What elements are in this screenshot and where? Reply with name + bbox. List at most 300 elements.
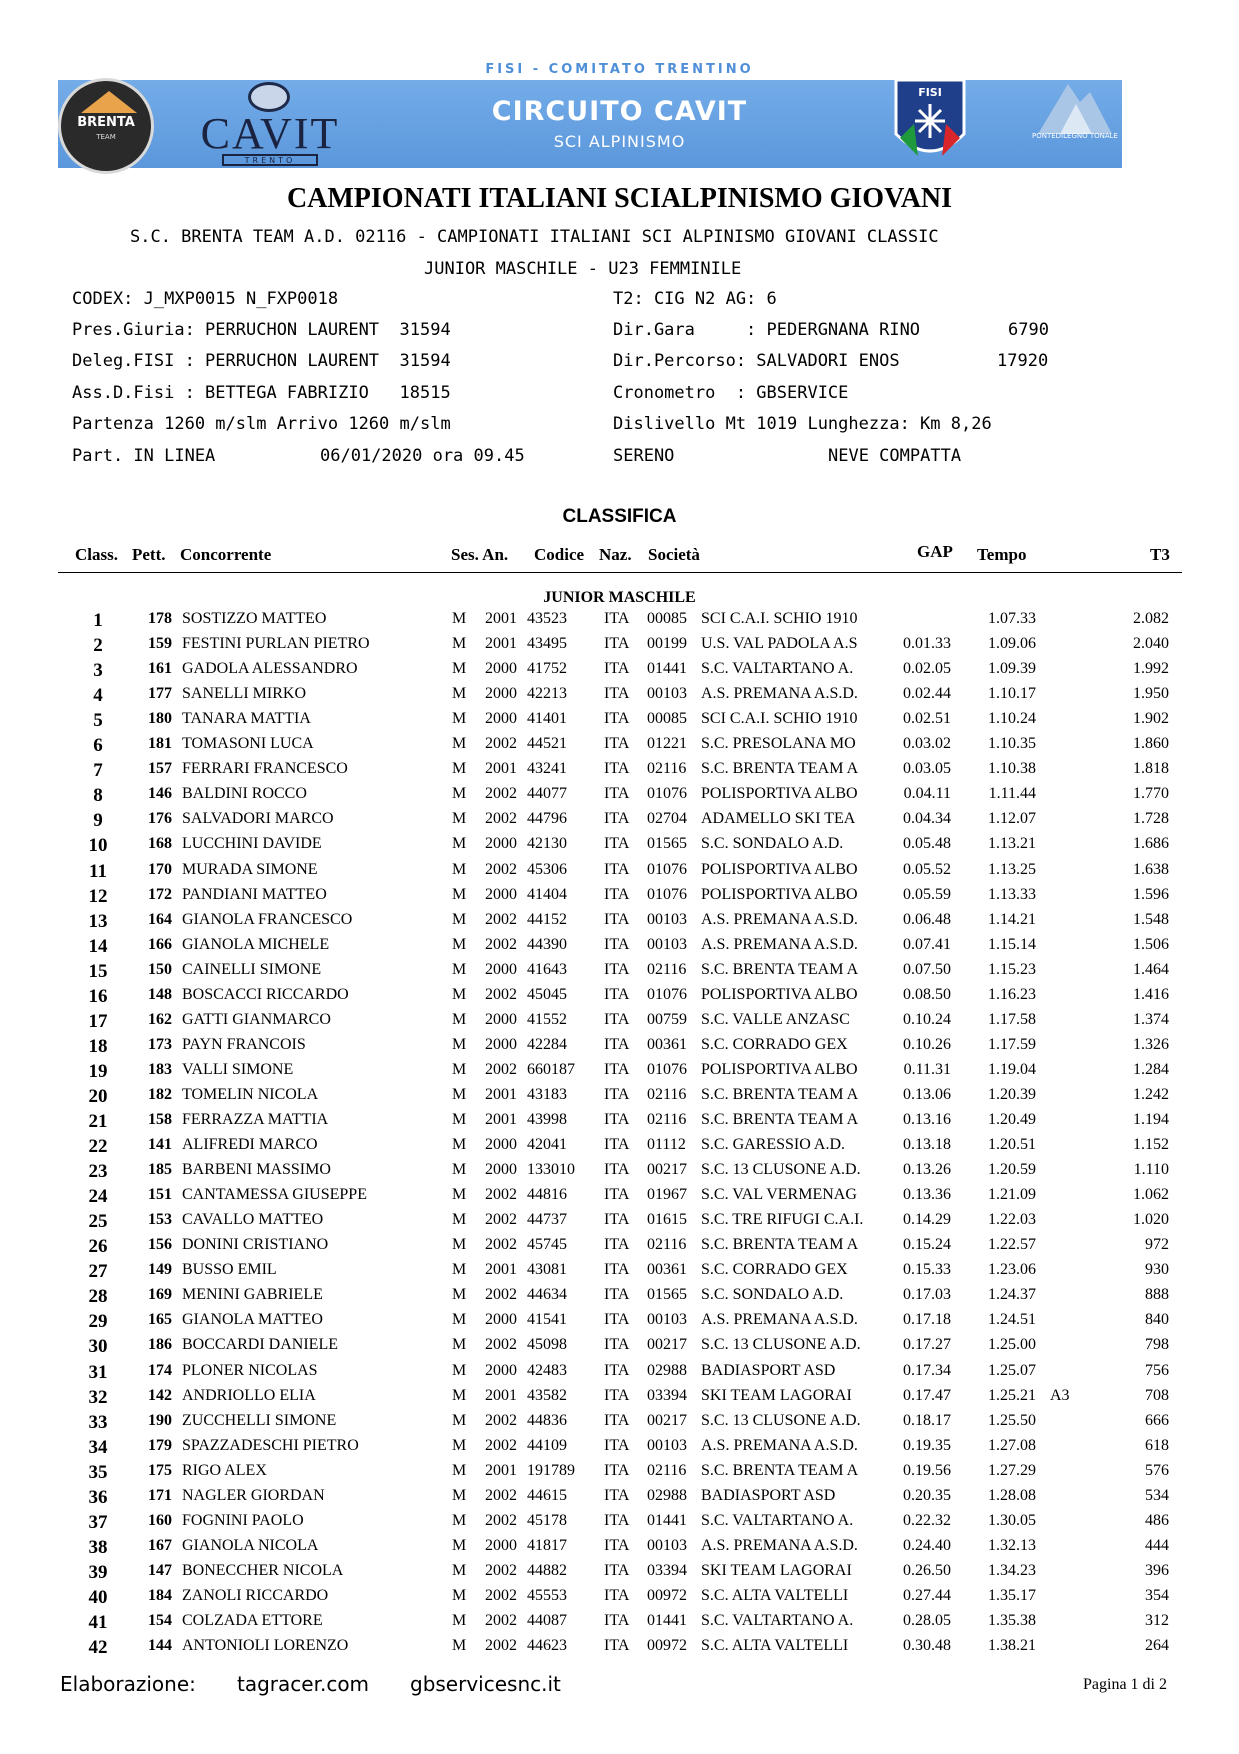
table-row [0,1010,1239,1035]
bib: 146 [148,785,172,803]
nationality: ITA [604,1361,630,1379]
birth-year: 2002 [485,810,517,828]
header-divider [58,572,1182,573]
weather-info: SERENO [613,446,675,466]
table-row [0,834,1239,859]
nationality: ITA [604,1111,630,1128]
sex: M [452,1361,467,1379]
bib: 141 [148,1136,172,1154]
sex: M [452,835,467,853]
club-name: S.C. SONDALO A.D. [701,1286,844,1304]
t3-points: 756 [1145,1361,1169,1379]
t3-points: 1.464 [1133,960,1169,978]
deleg-fisi-info: Deleg.FISI : PERRUCHON LAURENT 31594 [72,351,451,371]
time: 1.19.04 [988,1060,1036,1078]
gap: 0.02.05 [903,660,951,678]
rank: 9 [93,810,103,832]
gap: 0.26.50 [903,1561,951,1579]
rank: 14 [88,935,108,957]
t3-points: 1.284 [1133,1060,1169,1078]
footer-site-gbservice: gbservicesnc.it [410,1672,561,1696]
athlete-name: ANDRIOLLO ELIA [182,1386,316,1404]
bib: 182 [148,1085,172,1103]
club-name: S.C. SONDALO A.D. [701,835,844,853]
rank: 11 [89,860,107,882]
athlete-code: 41401 [527,710,567,728]
time: 1.24.37 [988,1286,1036,1304]
club-code: 01112 [647,1136,686,1154]
athlete-name: RIGO ALEX [182,1461,267,1479]
birth-year: 2002 [485,1486,517,1504]
club-code: 01076 [647,885,687,903]
club-code: 01441 [647,1612,687,1629]
mountain-peaks-icon [1020,74,1130,172]
athlete-code: 42284 [527,1035,567,1053]
table-row [0,709,1239,734]
table-row [0,1260,1239,1285]
table-row [0,684,1239,709]
rank: 21 [88,1111,108,1132]
header-gap: GAP [917,542,953,561]
table-row [0,1285,1239,1310]
bib: 147 [148,1561,172,1579]
gap: 0.17.03 [903,1286,951,1304]
sex: M [452,1561,467,1579]
pres-giuria-info: Pres.Giuria: PERRUCHON LAURENT 31594 [72,320,451,340]
t3-points: 1.596 [1133,885,1169,903]
tonale-logo-text: PONTEDILEGNO TONALE [1032,132,1118,140]
footer-label: Elaborazione: [60,1672,196,1696]
athlete-code: 41817 [527,1536,567,1554]
athlete-code: 41643 [527,960,567,978]
athlete-code: 45553 [527,1586,567,1604]
codex-info: CODEX: J_MXP0015 N_FXP0018 [72,289,339,309]
rank: 2 [93,635,103,657]
sex: M [452,710,467,728]
bib: 183 [148,1060,172,1078]
athlete-code: 42213 [527,685,567,703]
time: 1.22.03 [988,1211,1036,1229]
table-row [0,860,1239,885]
club-name: A.S. PREMANA A.S.D. [701,685,858,703]
time: 1.27.29 [988,1461,1036,1479]
time: 1.34.23 [988,1561,1036,1579]
sex: M [452,1461,467,1479]
t3-points: 618 [1145,1436,1169,1454]
time: 1.10.35 [988,735,1036,753]
club-name: S.C. BRENTA TEAM A [701,760,859,778]
sex: M [452,1060,467,1078]
gap: 0.10.26 [903,1035,951,1053]
time: 1.09.06 [988,635,1036,653]
header-club: Società [648,545,700,564]
nationality: ITA [604,1286,630,1304]
athlete-name: FESTINI PURLAN PIETRO [182,635,370,653]
t3-points: 930 [1145,1261,1169,1279]
ass-fisi-info: Ass.D.Fisi : BETTEGA FABRIZIO 18515 [72,383,451,403]
sex: M [452,1311,467,1329]
dir-percorso-info: Dir.Percorso: SALVADORI ENOS [613,351,900,371]
club-name: S.C. BRENTA TEAM A [701,960,859,978]
club-code: 00103 [647,1536,687,1554]
brenta-logo-text: BRENTA [77,115,135,130]
t3-points: 396 [1145,1561,1169,1579]
birth-year: 2002 [485,1060,517,1078]
bib: 154 [148,1612,172,1629]
rank: 23 [88,1161,108,1183]
club-name: POLISPORTIVA ALBO [701,885,858,903]
time: 1.25.00 [988,1336,1036,1354]
athlete-code: 42483 [527,1361,567,1379]
time: 1.17.58 [988,1010,1036,1028]
athlete-code: 44390 [527,935,567,953]
bib: 174 [148,1361,172,1379]
athlete-name: MENINI GABRIELE [182,1286,323,1304]
table-row [0,1235,1239,1260]
sex: M [452,1612,467,1629]
birth-year: 2000 [485,685,517,703]
t3-points: 534 [1145,1486,1169,1504]
rank: 34 [88,1436,108,1458]
athlete-code: 41541 [527,1311,567,1329]
birth-year: 2001 [485,635,517,653]
athlete-name: ZUCCHELLI SIMONE [182,1411,337,1429]
athlete-code: 44816 [527,1186,567,1204]
gap: 0.19.56 [903,1461,951,1479]
rank: 15 [88,960,108,982]
athlete-code: 660187 [527,1060,575,1078]
time: 1.22.57 [988,1236,1036,1254]
bib: 156 [148,1236,172,1254]
note: A3 [1050,1386,1070,1404]
nationality: ITA [604,985,630,1003]
club-code: 01967 [647,1186,687,1204]
club-name: S.C. 13 CLUSONE A.D. [701,1411,861,1429]
fisi-logo [890,76,970,164]
bib: 168 [148,835,172,853]
athlete-code: 43183 [527,1085,567,1103]
gap: 0.05.59 [903,885,951,903]
gap: 0.13.36 [903,1186,951,1204]
bib: 157 [148,760,172,778]
birth-year: 2000 [485,1311,517,1329]
athlete-name: GIANOLA FRANCESCO [182,910,353,928]
club-code: 00103 [647,935,687,953]
club-code: 01076 [647,1060,687,1078]
birth-year: 2002 [485,1586,517,1604]
birth-year: 2002 [485,1612,517,1629]
nationality: ITA [604,785,630,803]
athlete-name: SANELLI MIRKO [182,685,306,703]
t3-points: 1.548 [1133,910,1169,928]
start-type-info: Part. IN LINEA [72,446,216,466]
table-row [0,1085,1239,1110]
sex: M [452,860,467,878]
table-row [0,734,1239,759]
gap: 0.13.06 [903,1085,951,1103]
t3-points: 1.770 [1133,785,1169,803]
rank: 5 [93,710,103,732]
table-row [0,1135,1239,1160]
nationality: ITA [604,610,630,627]
time: 1.28.08 [988,1486,1036,1504]
club-name: S.C. BRENTA TEAM A [701,1236,859,1254]
time: 1.27.08 [988,1436,1036,1454]
t3-points: 1.686 [1133,835,1169,853]
rank: 1 [93,610,103,631]
rank: 7 [93,760,103,782]
birth-year: 2002 [485,860,517,878]
table-row [0,784,1239,809]
birth-year: 2002 [485,1637,517,1655]
birth-year: 2002 [485,1236,517,1254]
birth-year: 2002 [485,985,517,1003]
club-code: 00103 [647,685,687,703]
rank: 29 [88,1311,108,1333]
athlete-code: 41552 [527,1010,567,1028]
athlete-code: 44737 [527,1211,567,1229]
t3-points: 486 [1145,1511,1169,1529]
birth-year: 2002 [485,910,517,928]
sex: M [452,1486,467,1504]
birth-year: 2000 [485,660,517,678]
table-row [0,1561,1239,1586]
athlete-name: CANTAMESSA GIUSEPPE [182,1186,367,1204]
club-name: S.C. ALTA VALTELLI [701,1586,849,1604]
time: 1.35.38 [988,1612,1036,1629]
bib: 158 [148,1111,172,1128]
t3-points: 1.860 [1133,735,1169,753]
birth-year: 2002 [485,1411,517,1429]
sex: M [452,1411,467,1429]
athlete-code: 44521 [527,735,567,753]
banner-subtitle: SCI ALPINISMO [553,132,686,151]
table-row [0,960,1239,985]
birth-year: 2000 [485,1010,517,1028]
athlete-name: FERRARI FRANCESCO [182,760,348,778]
rank: 31 [88,1361,108,1383]
sex: M [452,1286,467,1304]
sex: M [452,1637,467,1655]
nationality: ITA [604,1060,630,1078]
birth-year: 2002 [485,1336,517,1354]
bib: 175 [148,1461,172,1479]
t3-points: 1.110 [1133,1161,1169,1179]
sex: M [452,1386,467,1404]
rank: 8 [93,785,103,807]
time: 1.12.07 [988,810,1036,828]
rank: 20 [88,1085,108,1107]
table-row [0,885,1239,910]
sex: M [452,935,467,953]
club-name: S.C. 13 CLUSONE A.D. [701,1161,861,1179]
bib: 150 [148,960,172,978]
athlete-name: LUCCHINI DAVIDE [182,835,322,853]
gap: 0.07.50 [903,960,951,978]
rank: 24 [88,1186,108,1208]
rank: 12 [88,885,108,907]
header-bib: Pett. [132,545,166,564]
nationality: ITA [604,1411,630,1429]
bib: 144 [148,1637,172,1655]
club-name: S.C. GARESSIO A.D. [701,1136,846,1154]
athlete-code: 44796 [527,810,567,828]
gap: 0.10.24 [903,1010,951,1028]
bib: 142 [148,1386,172,1404]
birth-year: 2001 [485,760,517,778]
banner-top-text: FISI - COMITATO TRENTINO [485,62,754,77]
club-name: S.C. BRENTA TEAM A [701,1085,859,1103]
club-name: S.C. CORRADO GEX [701,1035,848,1053]
time: 1.09.39 [988,660,1036,678]
club-code: 00361 [647,1035,687,1053]
bib: 165 [148,1311,172,1329]
t3-points: 1.416 [1133,985,1169,1003]
partenza-info: Partenza 1260 m/slm Arrivo 1260 m/slm [72,414,451,434]
nationality: ITA [604,760,630,778]
club-name: S.C. CORRADO GEX [701,1261,848,1279]
sex: M [452,1536,467,1554]
athlete-name: BUSSO EMIL [182,1261,277,1279]
athlete-code: 43582 [527,1386,567,1404]
table-row [0,1511,1239,1536]
nationality: ITA [604,1436,630,1454]
gap: 0.19.35 [903,1436,951,1454]
birth-year: 2002 [485,785,517,803]
time: 1.23.06 [988,1261,1036,1279]
gap: 0.05.48 [903,835,951,853]
bib: 184 [148,1586,172,1604]
nationality: ITA [604,960,630,978]
gap: 0.22.32 [903,1511,951,1529]
dislivello-info: Dislivello Mt 1019 Lunghezza: Km 8,26 [613,414,992,434]
t3-points: 1.950 [1133,685,1169,703]
time: 1.21.09 [988,1186,1036,1204]
rank: 27 [88,1261,108,1283]
club-code: 02116 [647,1111,687,1128]
athlete-name: GIANOLA MICHELE [182,935,330,953]
birth-year: 2000 [485,885,517,903]
club-code: 02116 [647,960,687,978]
bib: 178 [148,610,172,627]
table-row [0,910,1239,935]
club-name: A.S. PREMANA A.S.D. [701,910,858,928]
rank: 41 [88,1612,108,1633]
t3-points: 1.020 [1133,1211,1169,1229]
category-subtitle: JUNIOR MASCHILE - U23 FEMMINILE [424,259,742,279]
gap: 0.17.27 [903,1336,951,1354]
footer [0,1672,1239,1702]
birth-year: 2001 [485,1461,517,1479]
t3-points: 2.040 [1133,635,1169,653]
time: 1.25.07 [988,1361,1036,1379]
club-name: POLISPORTIVA ALBO [701,860,858,878]
nationality: ITA [604,1186,630,1204]
time: 1.24.51 [988,1311,1036,1329]
t3-points: 1.194 [1133,1111,1169,1128]
athlete-name: GIANOLA MATTEO [182,1311,323,1329]
gap: 0.14.29 [903,1211,951,1229]
time: 1.20.51 [988,1136,1036,1154]
nationality: ITA [604,1211,630,1229]
t3-points: 576 [1145,1461,1169,1479]
athlete-code: 44087 [527,1612,567,1629]
gap: 0.20.35 [903,1486,951,1504]
club-code: 03394 [647,1561,687,1579]
gap: 0.30.48 [903,1637,951,1655]
bib: 161 [148,660,172,678]
time: 1.13.21 [988,835,1036,853]
athlete-name: CAVALLO MATTEO [182,1211,324,1229]
club-code: 00103 [647,1436,687,1454]
t3-points: 1.242 [1133,1085,1169,1103]
t3-points: 708 [1145,1386,1169,1404]
gap: 0.13.18 [903,1136,951,1154]
table-row [0,809,1239,834]
club-code: 00972 [647,1586,687,1604]
club-code: 00217 [647,1336,687,1354]
time: 1.15.14 [988,935,1036,953]
rank: 38 [88,1536,108,1558]
time: 1.17.59 [988,1035,1036,1053]
nationality: ITA [604,1035,630,1053]
event-subtitle: S.C. BRENTA TEAM A.D. 02116 - CAMPIONATI ITALIANI SCI ALPINISMO GIOVANI CLASSIC [130,227,939,247]
club-name: A.S. PREMANA A.S.D. [701,935,858,953]
time: 1.13.33 [988,885,1036,903]
table-row [0,1210,1239,1235]
gap: 0.13.26 [903,1161,951,1179]
club-code: 00199 [647,635,687,653]
time: 1.10.24 [988,710,1036,728]
header-nat: Naz. [599,545,632,564]
t3-points: 1.638 [1133,860,1169,878]
club-code: 02704 [647,810,687,828]
rank: 10 [88,835,108,857]
nationality: ITA [604,1486,630,1504]
club-code: 00085 [647,610,687,627]
table-row [0,1611,1239,1636]
bib: 153 [148,1211,172,1229]
bib: 186 [148,1336,172,1354]
time: 1.07.33 [988,610,1036,627]
t3-points: 1.062 [1133,1186,1169,1204]
sex: M [452,1336,467,1354]
table-row [0,1436,1239,1461]
rank: 19 [88,1060,108,1082]
table-row [0,1160,1239,1185]
athlete-code: 191789 [527,1461,575,1479]
table-row [0,1060,1239,1085]
athlete-code: 43998 [527,1111,567,1128]
rank: 22 [88,1136,108,1158]
bib: 190 [148,1411,172,1429]
nationality: ITA [604,935,630,953]
birth-year: 2001 [485,1261,517,1279]
gap: 0.27.44 [903,1586,951,1604]
rank: 26 [88,1236,108,1258]
club-name: S.C. PRESOLANA MO [701,735,856,753]
gap: 0.03.02 [903,735,951,753]
bib: 180 [148,710,172,728]
club-name: S.C. VALTARTANO A. [701,1612,854,1629]
gap: 0.18.17 [903,1411,951,1429]
rank: 42 [88,1637,108,1659]
header-name: Concorrente [180,545,272,564]
nationality: ITA [604,1561,630,1579]
club-code: 02988 [647,1486,687,1504]
athlete-code: 44109 [527,1436,567,1454]
bib: 173 [148,1035,172,1053]
